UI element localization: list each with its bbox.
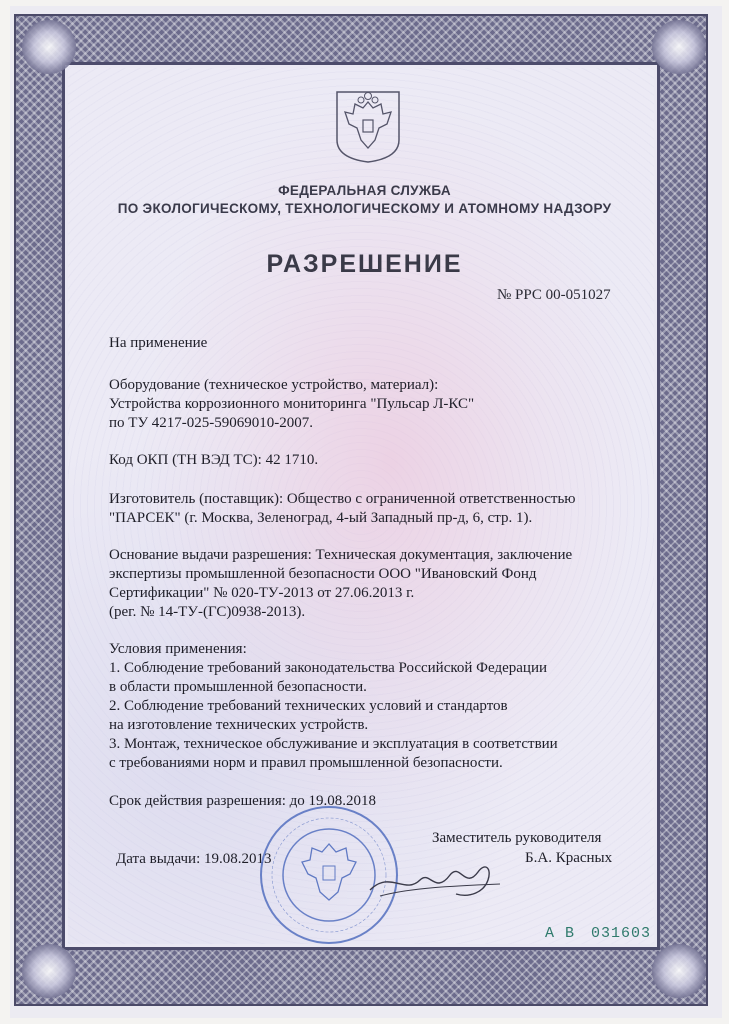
serial-prefix: А В: [545, 925, 576, 942]
conditions-title: Условия применения:: [109, 641, 247, 657]
coat-of-arms-icon: [333, 88, 403, 164]
issue-date: Дата выдачи: 19.08.2013: [116, 851, 272, 867]
condition-3-line1: 3. Монтаж, техническое обслуживание и эксплуатация в соответствии: [109, 736, 558, 752]
basis-line4: (рег. № 14-ТУ-(ГС)0938-2013).: [109, 604, 306, 620]
signer-title: Заместитель руководителя: [432, 830, 602, 846]
purpose-text: На применение: [109, 335, 208, 351]
corner-ornament-bottom-left: [22, 944, 76, 998]
permit-number: № РРС 00-051027: [497, 287, 611, 303]
manufacturer-line1: Изготовитель (поставщик): Общество с ограниченной ответственностью: [109, 491, 576, 507]
corner-ornament-bottom-right: [652, 944, 706, 998]
manufacturer-line2: "ПАРСЕК" (г. Москва, Зеленоград, 4-ый Западный пр-д, 6, стр. 1).: [109, 510, 533, 526]
basis-line3: Сертификации" № 020-ТУ-2013 от 27.06.2013 г.: [109, 585, 415, 601]
document-title: РАЗРЕШЕНИЕ: [266, 250, 463, 278]
corner-ornament-top-right: [652, 20, 706, 74]
signer-name: Б.А. Красных: [525, 850, 613, 866]
signature-mark: [360, 850, 510, 910]
org-name-line2: ПО ЭКОЛОГИЧЕСКОМУ, ТЕХНОЛОГИЧЕСКОМУ И АТОМНОМУ НАДЗОРУ: [117, 201, 612, 216]
corner-ornament-top-left: [22, 20, 76, 74]
equipment-spec: по ТУ 4217-025-59069010-2007.: [109, 415, 314, 431]
serial-digits: 031603: [591, 925, 652, 942]
condition-1-line2: в области промышленной безопасности.: [109, 679, 367, 695]
condition-2-line2: на изготовление технических устройств.: [109, 717, 369, 733]
condition-2-line1: 2. Соблюдение требований технических условий и стандартов: [109, 698, 508, 714]
condition-3-line2: с требованиями норм и правил промышленной безопасности.: [109, 755, 503, 771]
validity-period: Срок действия разрешения: до 19.08.2018: [109, 793, 377, 809]
product-code: Код ОКП (ТН ВЭД ТС): 42 1710.: [109, 452, 319, 468]
equipment-name: Устройства коррозионного мониторинга "Пульсар Л-КС": [109, 396, 475, 412]
equipment-label: Оборудование (техническое устройство, материал):: [109, 377, 439, 393]
basis-line1: Основание выдачи разрешения: Техническая документация, заключение: [109, 547, 573, 563]
org-name-line1: ФЕДЕРАЛЬНАЯ СЛУЖБА: [278, 183, 451, 198]
form-serial-number: [545, 925, 651, 942]
condition-1-line1: 1. Соблюдение требований законодательства Российской Федерации: [109, 660, 548, 676]
basis-line2: экспертизы промышленной безопасности ООО "Ивановский Фонд: [109, 566, 537, 582]
